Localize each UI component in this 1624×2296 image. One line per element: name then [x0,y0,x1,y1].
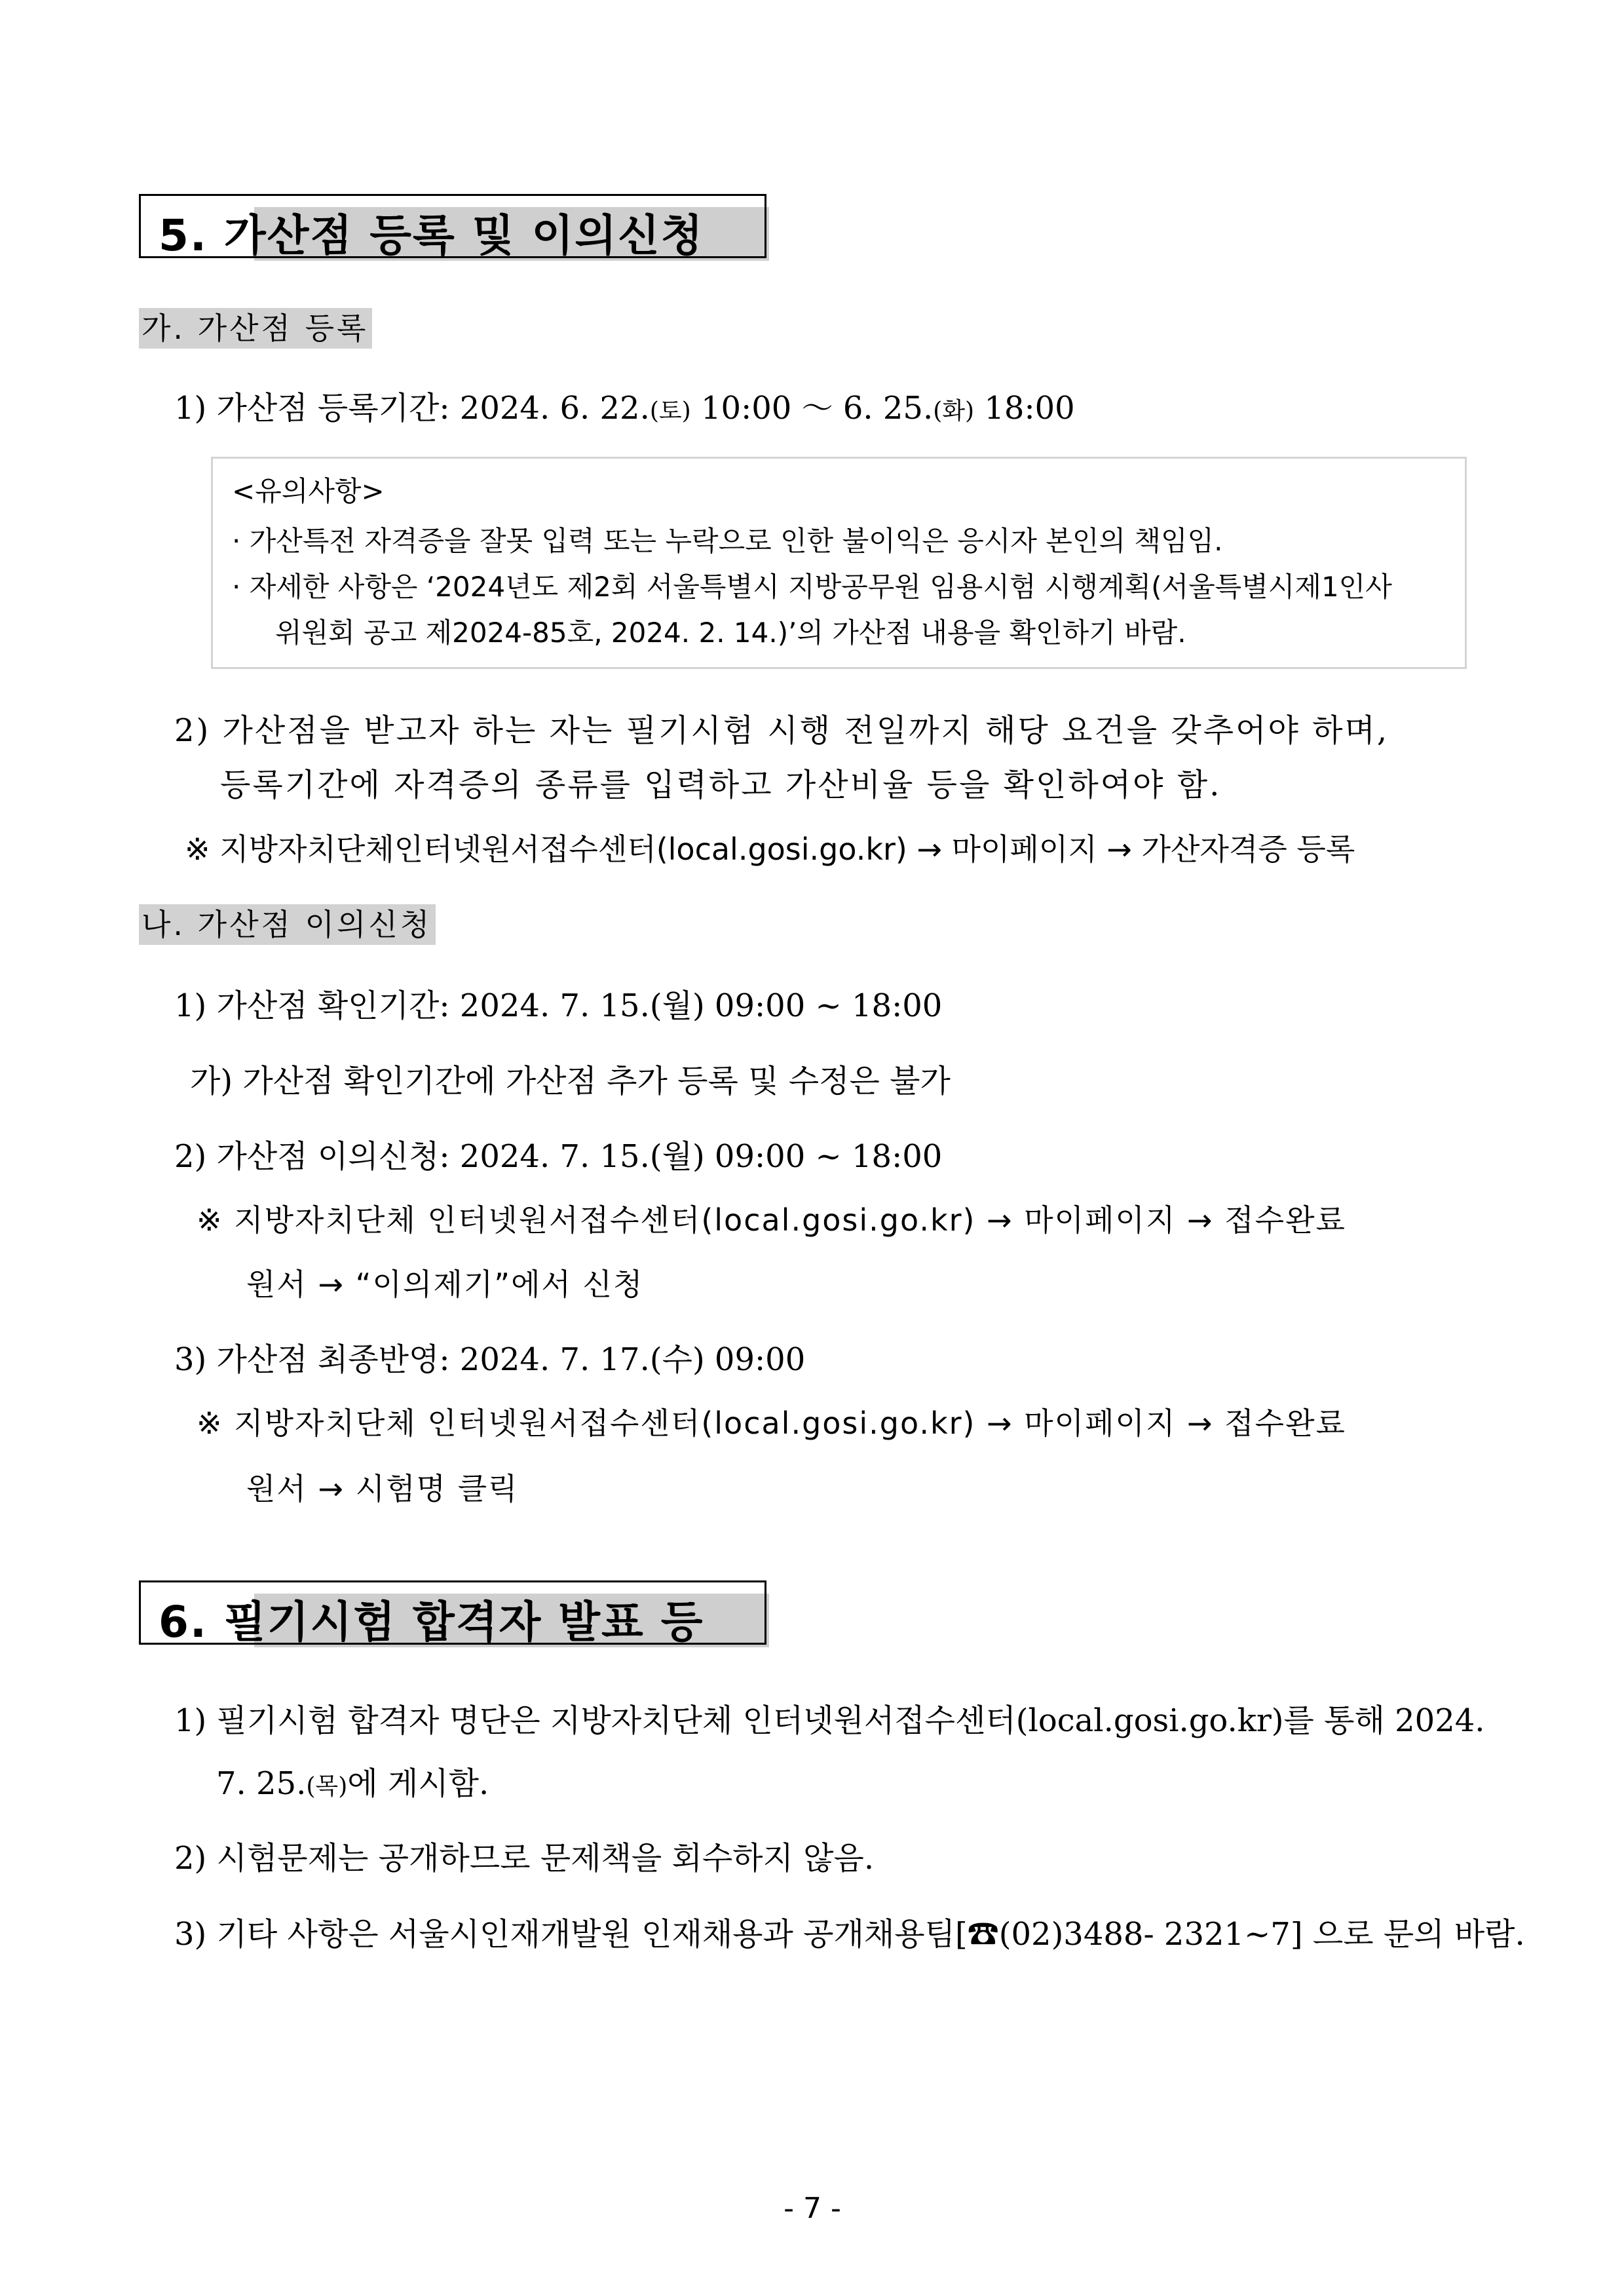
objection-reference-line-2: 원서 → “이의제기”에서 신청 [246,1267,644,1302]
final-reference-line-2: 원서 → 시험명 클릭 [246,1471,519,1506]
section-5-heading [139,194,769,261]
inquiry-suffix: (02)3488- 2321~7] 으로 문의 바람. [998,1916,1525,1953]
phone-icon: ☎ [967,1916,999,1953]
objection-reference-line-1: ※ 지방자치단체 인터넷원서접수센터(local.gosi.go.kr) → 마이페이지 → 접수완료 [197,1202,1346,1238]
period-end: 18:00 [974,390,1075,427]
notice-line-3: 위원회 공고 제2024-85호, 2024. 2. 14.)’의 가산점 내용을 확인하기 바람. [275,617,1186,649]
subheading-registration: 가. 가산점 등록 [139,308,372,349]
announcement-date: 7. 25. [216,1765,307,1802]
final-reference-line-1: ※ 지방자치단체 인터넷원서접수센터(local.gosi.go.kr) → 마이페이지 → 접수완료 [197,1406,1346,1441]
exam-booklet-note: 2) 시험문제는 공개하므로 문제책을 회수하지 않음. [174,1840,875,1877]
section-6-heading [139,1580,769,1647]
registration-requirement-line-1: 2) 가산점을 받고자 하는 자는 필기시험 시행 전일까지 해당 요건을 갖추어야 하며, [174,712,1389,749]
period-prefix: 1) 가산점 등록기간: 2024. 6. 22. [174,390,650,427]
registration-requirement-line-2: 등록기간에 자격증의 종류를 입력하고 가산비율 등을 확인하여야 함. [220,767,1222,803]
period-mid: 10:00 ～ 6. 25. [690,390,934,427]
registration-period [174,387,1075,432]
inquiry-prefix: 3) 기타 사항은 서울시인재개발원 인재채용과 공개채용팀[ [174,1916,968,1953]
announcement-line-1: 1) 필기시험 합격자 명단은 지방자치단체 인터넷원서접수센터(local.gosi.go.kr)를 통해 2024. [174,1702,1485,1739]
subheading-objection: 나. 가산점 이의신청 [139,904,436,945]
notice-line-1: · 가산특전 자격증을 잘못 입력 또는 누락으로 인한 불이익은 응시자 본인의 책임임. [232,525,1223,557]
check-period-note: 가) 가산점 확인기간에 가산점 추가 등록 및 수정은 불가 [190,1063,951,1100]
inquiry-note [174,1913,1525,1955]
registration-reference: ※ 지방자치단체인터넷원서접수센터(local.gosi.go.kr) → 마이페이지 → 가산자격증 등록 [185,832,1355,867]
notice-title: <유의사항> [232,475,385,507]
section-title: 6. 필기시험 합격자 발표 등 [159,1597,704,1647]
day-thu: (목) [306,1773,348,1800]
announcement-suffix: 에 게시함. [347,1765,489,1802]
day-sat: (토) [649,398,691,425]
section-title: 5. 가산점 등록 및 이의신청 [159,210,704,261]
day-tue: (화) [933,398,975,425]
announcement-line-2 [216,1763,489,1808]
notice-line-2: · 자세한 사항은 ‘2024년도 제2회 서울특별시 지방공무원 임용시험 시행계획(서울특별시제1인사 [232,571,1392,603]
check-period: 1) 가산점 확인기간: 2024. 7. 15.(월) 09:00 ~ 18:00 [174,987,943,1024]
page-number: - 7 - [784,2192,841,2225]
objection-period: 2) 가산점 이의신청: 2024. 7. 15.(월) 09:00 ~ 18:00 [174,1138,943,1175]
final-reflection: 3) 가산점 최종반영: 2024. 7. 17.(수) 09:00 [174,1341,806,1378]
